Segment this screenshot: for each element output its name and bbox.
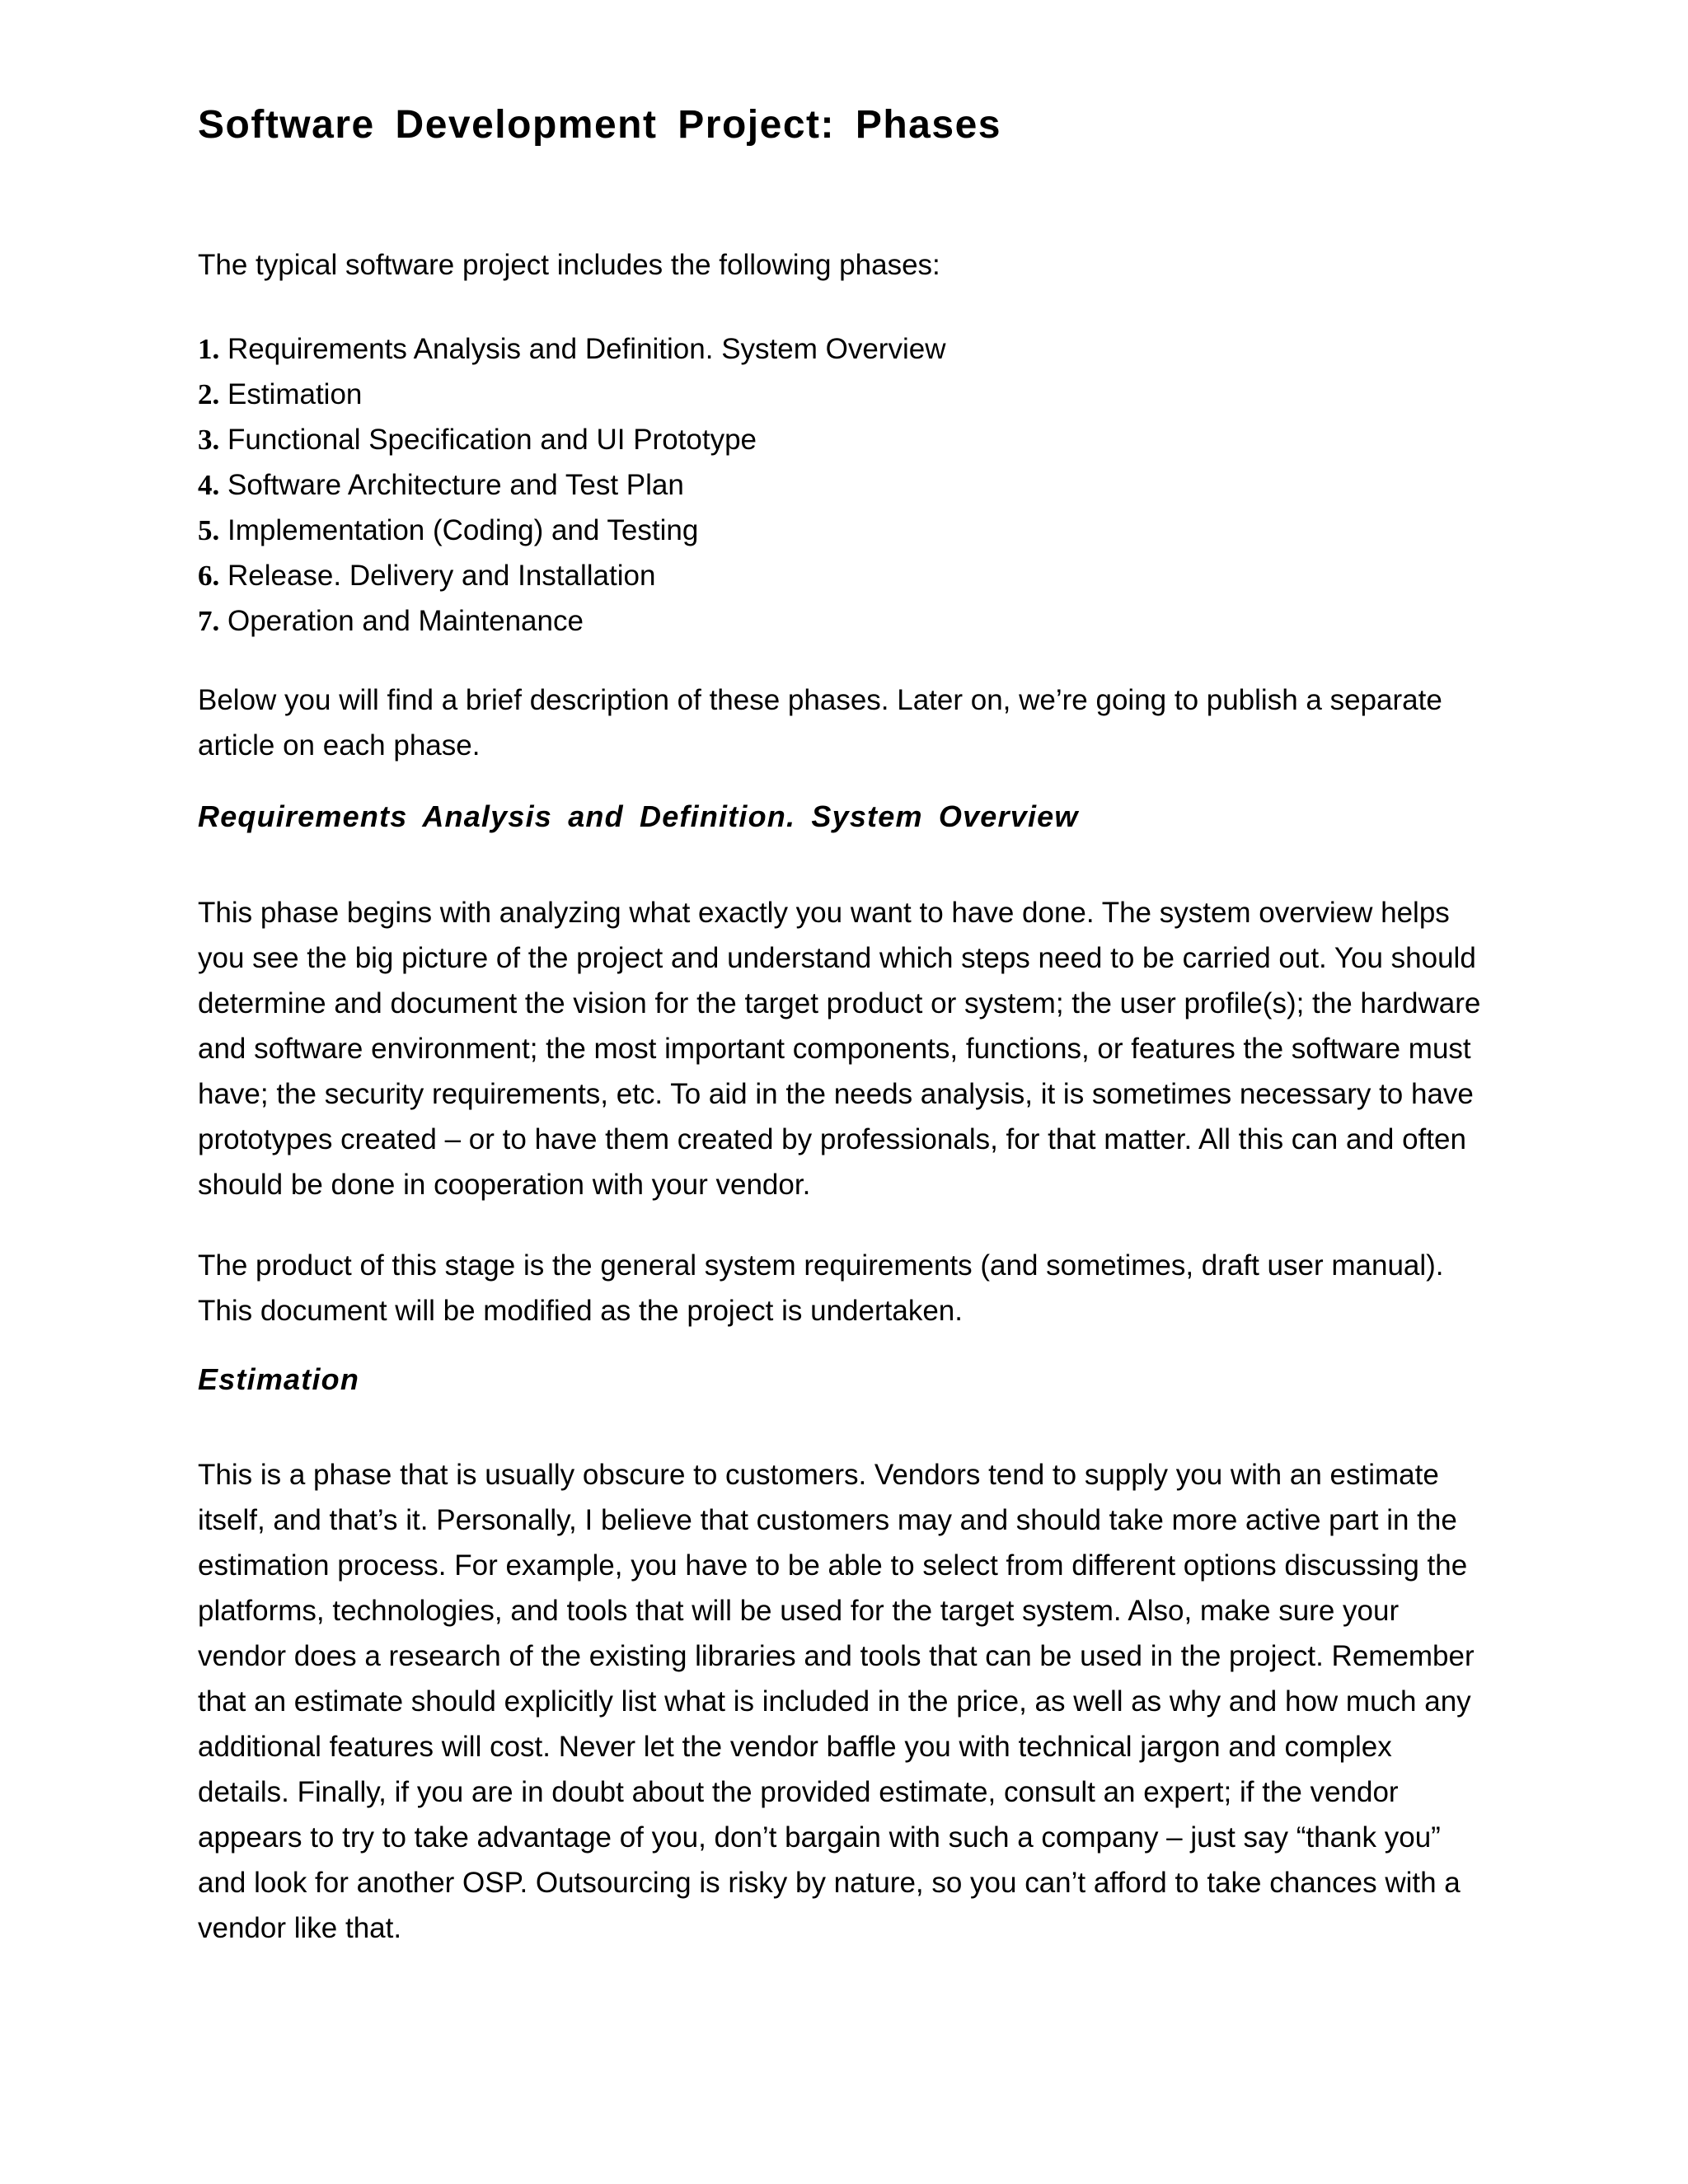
list-item-label: Operation and Maintenance bbox=[227, 605, 584, 637]
text-line: vendor does a research of the existing libraries and tools that can be used in the project. Remember bbox=[198, 1640, 1475, 1672]
text-line: details. Finally, if you are in doubt about the provided estimate, consult an expert; if the vendor bbox=[198, 1776, 1399, 1808]
requirements-paragraph bbox=[198, 890, 1500, 1207]
text-line: platforms, technologies, and tools that will be used for the target system. Also, make sure your bbox=[198, 1595, 1400, 1627]
text-line: determine and document the vision for the target product or system; the user profile(s); the hardware bbox=[198, 987, 1481, 1019]
text-line: and look for another OSP. Outsourcing is risky by nature, so you can’t afford to take chances with a bbox=[198, 1867, 1461, 1899]
list-item-number: 3. bbox=[198, 424, 220, 456]
list-item-number: 2. bbox=[198, 378, 220, 410]
list-item-number: 5. bbox=[198, 514, 220, 546]
section-heading-requirements: Requirements Analysis and Definition. System Overview bbox=[198, 799, 1079, 833]
text-line: that an estimate should explicitly list what is included in the price, as well as why and how much any bbox=[198, 1685, 1471, 1718]
text-line: should be done in cooperation with your vendor. bbox=[198, 1169, 811, 1201]
text-line: vendor like that. bbox=[198, 1912, 402, 1944]
page-title: Software Development Project: Phases bbox=[198, 103, 1001, 147]
text-line: estimation process. For example, you have to be able to select from different options discussing the bbox=[198, 1549, 1468, 1582]
text-line: have; the security requirements, etc. To aid in the needs analysis, it is sometimes necessary to have bbox=[198, 1078, 1474, 1110]
list-item bbox=[198, 417, 945, 462]
list-item bbox=[198, 598, 945, 644]
list-item-label: Functional Specification and UI Prototype bbox=[227, 424, 757, 456]
list-item bbox=[198, 553, 945, 598]
list-item-number: 4. bbox=[198, 469, 220, 501]
text-line: This document will be modified as the project is undertaken. bbox=[198, 1295, 963, 1327]
text-line: itself, and that’s it. Personally, I believe that customers may and should take more active part in the bbox=[198, 1504, 1457, 1536]
list-item bbox=[198, 326, 945, 372]
section-heading-estimation: Estimation bbox=[198, 1362, 360, 1396]
intro-text: The typical software project includes the following phases: bbox=[198, 249, 940, 281]
list-item-label: Software Architecture and Test Plan bbox=[227, 469, 684, 501]
text-line: additional features will cost. Never let the vendor baffle you with technical jargon and complex bbox=[198, 1731, 1392, 1763]
text-line: you see the big picture of the project and understand which steps need to be carried out. You should bbox=[198, 942, 1476, 974]
text-line: Below you will find a brief description of these phases. Later on, we’re going to publish a separate bbox=[198, 684, 1442, 716]
text-line: and software environment; the most important components, functions, or features the software must bbox=[198, 1033, 1471, 1065]
estimation-paragraph bbox=[198, 1452, 1500, 1951]
text-line: appears to try to take advantage of you, don’t bargain with such a company – just say “thank you” bbox=[198, 1821, 1441, 1854]
list-item-label: Requirements Analysis and Definition. System Overview bbox=[227, 333, 946, 365]
phase-list bbox=[198, 326, 945, 644]
text-line: This phase begins with analyzing what exactly you want to have done. The system overview helps bbox=[198, 897, 1450, 929]
requirements-product-paragraph bbox=[198, 1243, 1500, 1333]
list-item-number: 6. bbox=[198, 560, 220, 592]
list-item-label: Release. Delivery and Installation bbox=[227, 560, 656, 592]
list-item-number: 7. bbox=[198, 605, 220, 637]
list-item bbox=[198, 372, 945, 417]
list-item-label: Estimation bbox=[227, 378, 363, 410]
list-item-label: Implementation (Coding) and Testing bbox=[227, 514, 699, 546]
overview-paragraph bbox=[198, 677, 1500, 768]
text-line: article on each phase. bbox=[198, 729, 481, 762]
text-line: This is a phase that is usually obscure to customers. Vendors tend to supply you with an estimate bbox=[198, 1459, 1439, 1491]
list-item-number: 1. bbox=[198, 333, 220, 365]
text-line: The product of this stage is the general system requirements (and sometimes, draft user manual). bbox=[198, 1249, 1444, 1282]
text-line: prototypes created – or to have them created by professionals, for that matter. All this can and often bbox=[198, 1123, 1466, 1155]
list-item bbox=[198, 462, 945, 508]
list-item bbox=[198, 508, 945, 553]
